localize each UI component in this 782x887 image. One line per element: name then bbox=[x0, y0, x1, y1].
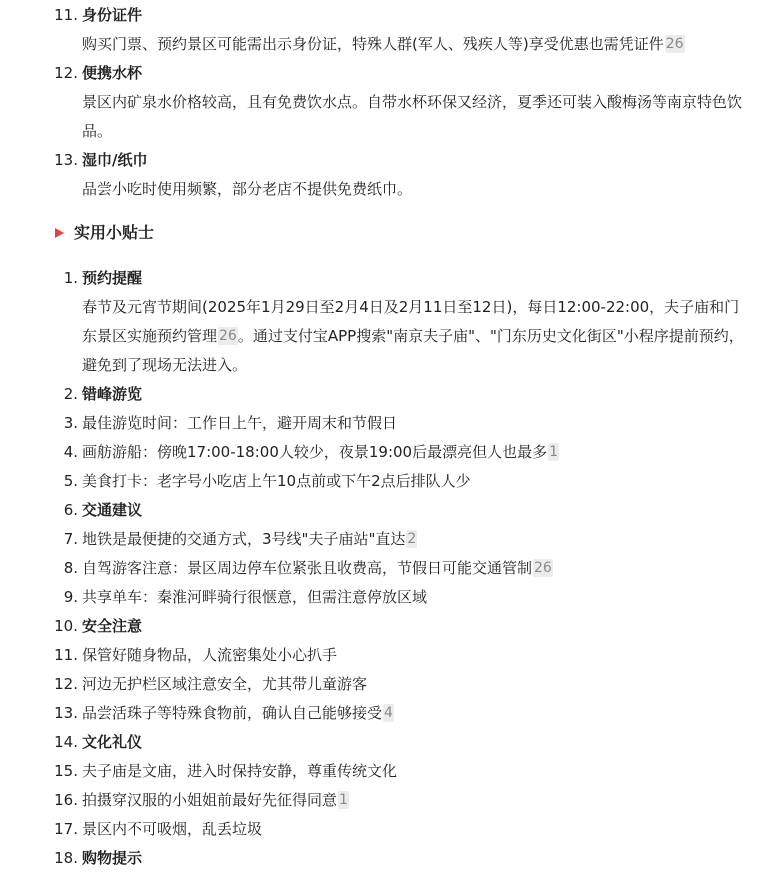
item-text: 河边无护栏区域注意安全，尤其带儿童游客 bbox=[82, 675, 368, 693]
item-number: 16. bbox=[54, 791, 78, 809]
list-item bbox=[0, 525, 782, 554]
list-item bbox=[0, 641, 782, 670]
item-number: 11. bbox=[54, 6, 78, 24]
list-item bbox=[0, 612, 782, 641]
item-description bbox=[82, 293, 746, 380]
list-item bbox=[0, 699, 782, 728]
list-item bbox=[0, 757, 782, 786]
list-item bbox=[0, 1, 782, 59]
list-item bbox=[0, 59, 782, 146]
item-text: 共享单车：秦淮河畔骑行很惬意，但需注意停放区域 bbox=[82, 588, 428, 606]
item-number: 2. bbox=[63, 385, 78, 403]
item-title: 安全注意 bbox=[82, 617, 143, 635]
item-title: 身份证件 bbox=[82, 6, 143, 24]
packing-list bbox=[0, 1, 782, 204]
item-number: 15. bbox=[54, 762, 78, 780]
item-title: 购物提示 bbox=[82, 849, 143, 867]
item-description-text: 春节及元宵节期间(2025年1月29日至2月4日及2月11日至12日)，每日12:00-22:00，夫子庙和门东景区实施预约管理 bbox=[82, 298, 740, 345]
item-description-text: 。通过支付宝APP搜索"南京夫子庙"、"门东历史文化街区"小程序提前预约，避免到了现场无法进入。 bbox=[82, 327, 744, 374]
citation-link[interactable]: 1 bbox=[549, 444, 559, 460]
list-item bbox=[0, 438, 782, 467]
item-text: 地铁是最便捷的交通方式，3号线"夫子庙站"直达 bbox=[82, 530, 406, 548]
list-item bbox=[0, 409, 782, 438]
triangle-bullet-icon bbox=[55, 228, 64, 238]
item-description-text: 购买门票、预约景区可能需出示身份证，特殊人群(军人、残疾人等)享受优惠也需凭证件 bbox=[82, 35, 664, 53]
citation-link[interactable]: 26 bbox=[534, 560, 552, 576]
item-number: 7. bbox=[63, 530, 78, 548]
item-title: 错峰游览 bbox=[82, 385, 143, 403]
item-text: 画舫游船：傍晚17:00-18:00人较少，夜景19:00后最漂亮但人也最多 bbox=[82, 443, 548, 461]
item-number: 1. bbox=[63, 269, 78, 287]
item-number: 8. bbox=[63, 559, 78, 577]
list-item bbox=[0, 728, 782, 757]
item-description: 景区内矿泉水价格较高，且有免费饮水点。自带水杯环保又经济，夏季还可装入酸梅汤等南京特色饮品。 bbox=[82, 93, 743, 140]
item-number: 13. bbox=[54, 704, 78, 722]
item-number: 17. bbox=[54, 820, 78, 838]
list-item bbox=[0, 583, 782, 612]
list-item bbox=[0, 467, 782, 496]
list-item bbox=[0, 786, 782, 815]
citation-link[interactable]: 2 bbox=[407, 531, 417, 547]
section-heading bbox=[0, 212, 782, 256]
item-number: 11. bbox=[54, 646, 78, 664]
truncated-line bbox=[0, 873, 782, 887]
item-text: 最佳游览时间：工作日上午，避开周末和节假日 bbox=[82, 414, 398, 432]
item-title: 交通建议 bbox=[82, 501, 143, 519]
item-number: 6. bbox=[63, 501, 78, 519]
item-text: 品尝活珠子等特殊食物前，确认自己能够接受 bbox=[82, 704, 383, 722]
item-text: 保管好随身物品，人流密集处小心扒手 bbox=[82, 646, 338, 664]
item-title: 预约提醒 bbox=[82, 269, 143, 287]
list-item bbox=[0, 844, 782, 873]
item-text: 拍摄穿汉服的小姐姐前最好先征得同意 bbox=[82, 791, 338, 809]
item-number: 10. bbox=[54, 617, 78, 635]
item-number: 18. bbox=[54, 849, 78, 867]
list-item bbox=[0, 554, 782, 583]
citation-link[interactable]: 26 bbox=[665, 36, 684, 52]
citation-link[interactable]: 26 bbox=[219, 328, 237, 344]
item-number: 3. bbox=[63, 414, 78, 432]
list-item bbox=[0, 380, 782, 409]
list-item bbox=[0, 146, 782, 204]
tips-list bbox=[0, 264, 782, 380]
item-title: 便携水杯 bbox=[82, 64, 143, 82]
item-description bbox=[82, 30, 746, 59]
list-item bbox=[0, 815, 782, 844]
citation-link[interactable]: 1 bbox=[339, 792, 348, 808]
section-title: 实用小贴士 bbox=[74, 223, 155, 242]
list-item bbox=[0, 264, 782, 380]
list-item bbox=[0, 496, 782, 525]
item-text: 自驾游客注意：景区周边停车位紧张且收费高，节假日可能交通管制 bbox=[82, 559, 533, 577]
citation-link[interactable]: 4 bbox=[384, 705, 393, 721]
list-item bbox=[0, 670, 782, 699]
item-title: 湿巾/纸巾 bbox=[82, 151, 148, 169]
item-number: 13. bbox=[54, 151, 78, 169]
tips-sublist bbox=[0, 380, 782, 873]
item-number: 5. bbox=[63, 472, 78, 490]
item-text: 夫子庙是文庙，进入时保持安静，尊重传统文化 bbox=[82, 762, 398, 780]
item-text: 景区内不可吸烟，乱丢垃圾 bbox=[82, 820, 263, 838]
item-number: 4. bbox=[63, 443, 78, 461]
item-title: 文化礼仪 bbox=[82, 733, 143, 751]
item-number: 9. bbox=[63, 588, 78, 606]
item-description: 品尝小吃时使用频繁，部分老店不提供免费纸巾。 bbox=[82, 180, 413, 198]
item-number: 12. bbox=[54, 675, 78, 693]
item-text: 美食打卡：老字号小吃店上午10点前或下午2点后排队人少 bbox=[82, 472, 471, 490]
item-number: 12. bbox=[54, 64, 78, 82]
item-number: 14. bbox=[54, 733, 78, 751]
